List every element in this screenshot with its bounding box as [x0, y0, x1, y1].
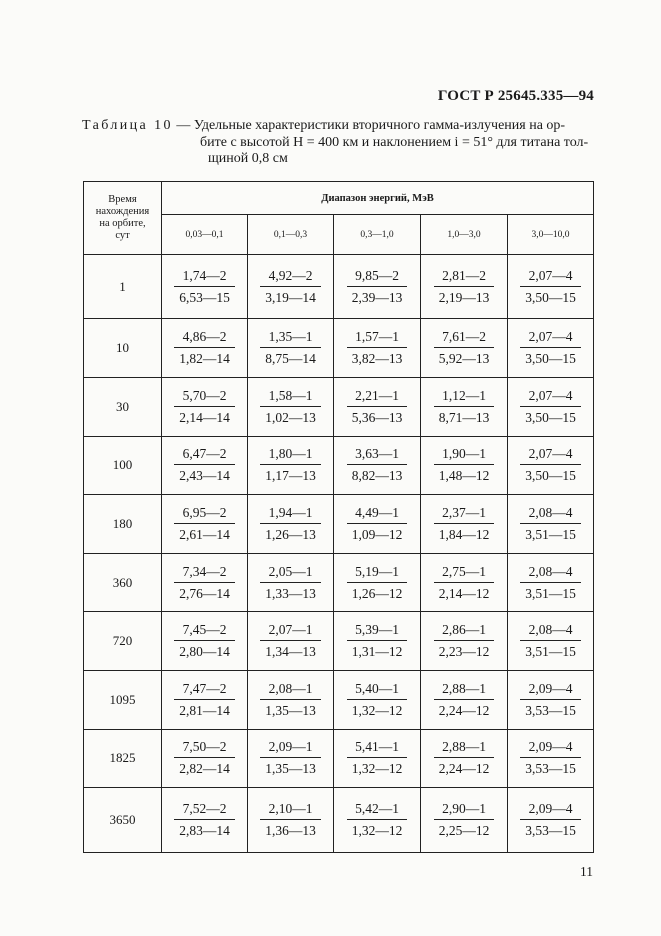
- time-column-header: [84, 182, 162, 255]
- fraction: [434, 328, 495, 367]
- numerator: 1,57—1: [347, 328, 408, 348]
- fraction: [347, 445, 408, 484]
- fraction: [260, 328, 321, 367]
- numerator: 5,70—2: [174, 387, 235, 407]
- fraction: [434, 445, 495, 484]
- table-row: [84, 729, 594, 788]
- denominator: 2,81—14: [179, 702, 230, 718]
- data-table: [83, 181, 594, 853]
- corner-line: на орбите,: [99, 217, 146, 229]
- value-cell: [248, 612, 334, 671]
- denominator: 1,02—13: [265, 409, 316, 425]
- energy-range-header: Диапазон энергий, МэВ: [162, 182, 594, 215]
- numerator: 5,42—1: [347, 800, 408, 820]
- orbit-time-cell: 1: [84, 254, 162, 319]
- value-cell: [248, 436, 334, 495]
- numerator: 1,80—1: [260, 445, 321, 465]
- corner-line: нахождения: [95, 205, 150, 217]
- denominator: 2,19—13: [438, 289, 490, 305]
- numerator: 2,10—1: [260, 800, 321, 820]
- fraction: [174, 800, 235, 839]
- numerator: 5,40—1: [347, 680, 408, 700]
- value-cell: [248, 319, 334, 378]
- numerator: 2,90—1: [434, 800, 495, 820]
- value-cell: [421, 495, 508, 554]
- value-cell: [508, 612, 594, 671]
- denominator: 1,33—13: [265, 585, 316, 601]
- numerator: 7,50—2: [174, 738, 235, 758]
- denominator: 3,19—14: [265, 289, 316, 305]
- fraction: [260, 800, 321, 839]
- table-header-row: [84, 182, 594, 215]
- value-cell: [162, 553, 248, 612]
- fraction: [260, 267, 321, 306]
- value-cell: [162, 436, 248, 495]
- value-cell: [334, 254, 421, 319]
- denominator: 8,82—13: [351, 468, 403, 484]
- value-cell: [162, 729, 248, 788]
- numerator: 9,85—2: [347, 267, 408, 287]
- orbit-time-cell: 180: [84, 495, 162, 554]
- fraction: [174, 680, 235, 719]
- numerator: 2,08—4: [520, 621, 581, 641]
- denominator: 1,32—12: [351, 823, 403, 839]
- table-row: [84, 378, 594, 437]
- numerator: 7,61—2: [434, 328, 495, 348]
- fraction: [174, 504, 235, 543]
- value-cell: [508, 495, 594, 554]
- table-row: [84, 553, 594, 612]
- table-row: [84, 254, 594, 319]
- value-cell: [334, 612, 421, 671]
- numerator: 2,05—1: [260, 563, 321, 583]
- denominator: 8,71—13: [438, 409, 490, 425]
- energy-subheader: 0,3—1,0: [334, 215, 421, 254]
- denominator: 2,25—12: [438, 823, 490, 839]
- energy-subheader: 1,0—3,0: [421, 215, 508, 254]
- value-cell: [248, 378, 334, 437]
- denominator: 8,75—14: [265, 351, 316, 367]
- numerator: 1,74—2: [174, 267, 235, 287]
- value-cell: [508, 378, 594, 437]
- value-cell: [334, 671, 421, 730]
- denominator: 5,92—13: [438, 351, 490, 367]
- numerator: 2,86—1: [434, 621, 495, 641]
- denominator: 2,61—14: [179, 527, 230, 543]
- caption-text-1: — Удельные характеристики вторичного гамма-излучения на ор-: [172, 118, 566, 133]
- denominator: 1,31—12: [351, 644, 403, 660]
- denominator: 2,80—14: [179, 644, 230, 660]
- numerator: 2,09—4: [520, 680, 581, 700]
- value-cell: [508, 254, 594, 319]
- denominator: 5,36—13: [351, 409, 403, 425]
- fraction: [520, 738, 581, 777]
- denominator: 1,26—12: [351, 585, 403, 601]
- fraction: [434, 504, 495, 543]
- orbit-time-cell: 720: [84, 612, 162, 671]
- value-cell: [162, 671, 248, 730]
- fraction: [347, 563, 408, 602]
- numerator: 3,63—1: [347, 445, 408, 465]
- orbit-time-cell: 1825: [84, 729, 162, 788]
- value-cell: [508, 788, 594, 853]
- orbit-time-cell: 100: [84, 436, 162, 495]
- fraction: [347, 267, 408, 306]
- denominator: 6,53—15: [179, 289, 230, 305]
- standard-number: ГОСТ Р 25645.335—94: [437, 88, 594, 104]
- value-cell: [162, 612, 248, 671]
- denominator: 1,17—13: [265, 468, 316, 484]
- fraction: [174, 563, 235, 602]
- numerator: 2,81—2: [434, 267, 495, 287]
- fraction: [434, 738, 495, 777]
- value-cell: [421, 788, 508, 853]
- fraction: [520, 800, 581, 839]
- orbit-time-cell: 3650: [84, 788, 162, 853]
- value-cell: [334, 378, 421, 437]
- energy-subheader: 3,0—10,0: [508, 215, 594, 254]
- denominator: 1,82—14: [179, 351, 230, 367]
- fraction: [434, 680, 495, 719]
- denominator: 2,76—14: [179, 585, 230, 601]
- numerator: 1,58—1: [260, 387, 321, 407]
- numerator: 2,07—1: [260, 621, 321, 641]
- numerator: 2,07—4: [520, 445, 581, 465]
- fraction: [260, 621, 321, 660]
- caption-line-2: бите с высотой H = 400 км и наклонением i = 51° для титана тол-: [200, 134, 589, 150]
- fraction: [520, 267, 581, 306]
- value-cell: [334, 436, 421, 495]
- page-number: 11: [580, 864, 593, 879]
- denominator: 2,83—14: [179, 823, 230, 839]
- fraction: [520, 328, 581, 367]
- numerator: 1,90—1: [434, 445, 495, 465]
- fraction: [520, 680, 581, 719]
- table-row: [84, 495, 594, 554]
- value-cell: [421, 729, 508, 788]
- value-cell: [334, 553, 421, 612]
- numerator: 2,21—1: [347, 387, 408, 407]
- denominator: 3,51—15: [525, 585, 576, 601]
- denominator: 3,53—15: [525, 823, 576, 839]
- denominator: 2,14—14: [179, 409, 230, 425]
- fraction: [260, 387, 321, 426]
- numerator: 7,52—2: [174, 800, 235, 820]
- fraction: [434, 387, 495, 426]
- fraction: [347, 621, 408, 660]
- denominator: 3,50—15: [525, 468, 576, 484]
- denominator: 1,35—13: [265, 702, 316, 718]
- value-cell: [508, 553, 594, 612]
- denominator: 3,50—15: [525, 289, 576, 305]
- orbit-time-cell: 360: [84, 553, 162, 612]
- numerator: 2,08—4: [520, 563, 581, 583]
- value-cell: [248, 254, 334, 319]
- value-cell: [248, 729, 334, 788]
- value-cell: [421, 553, 508, 612]
- numerator: 7,45—2: [174, 621, 235, 641]
- value-cell: [508, 319, 594, 378]
- table-row: [84, 319, 594, 378]
- value-cell: [421, 254, 508, 319]
- denominator: 2,39—13: [351, 289, 403, 305]
- fraction: [174, 621, 235, 660]
- fraction: [520, 621, 581, 660]
- value-cell: [248, 553, 334, 612]
- denominator: 3,53—15: [525, 702, 576, 718]
- table-caption: [82, 118, 594, 168]
- table-row: [84, 788, 594, 853]
- denominator: 1,26—13: [265, 527, 316, 543]
- denominator: 2,82—14: [179, 761, 230, 777]
- denominator: 1,32—12: [351, 702, 403, 718]
- numerator: 1,12—1: [434, 387, 495, 407]
- fraction: [174, 328, 235, 367]
- value-cell: [248, 788, 334, 853]
- denominator: 1,32—12: [351, 761, 403, 777]
- denominator: 1,36—13: [265, 823, 316, 839]
- caption-line-3: щиной 0,8 см: [208, 151, 288, 166]
- denominator: 3,82—13: [351, 351, 403, 367]
- denominator: 3,51—15: [525, 527, 576, 543]
- numerator: 5,41—1: [347, 738, 408, 758]
- value-cell: [334, 788, 421, 853]
- denominator: 1,34—13: [265, 644, 316, 660]
- numerator: 2,08—4: [520, 504, 581, 524]
- value-cell: [162, 319, 248, 378]
- numerator: 4,49—1: [347, 504, 408, 524]
- table-row: [84, 436, 594, 495]
- fraction: [347, 738, 408, 777]
- numerator: 2,09—4: [520, 800, 581, 820]
- energy-subheader: 0,03—0,1: [162, 215, 248, 254]
- fraction: [434, 800, 495, 839]
- denominator: 2,14—12: [438, 585, 490, 601]
- value-cell: [248, 671, 334, 730]
- numerator: 2,07—4: [520, 387, 581, 407]
- denominator: 1,84—12: [438, 527, 490, 543]
- value-cell: [334, 729, 421, 788]
- orbit-time-cell: 10: [84, 319, 162, 378]
- fraction: [260, 738, 321, 777]
- energy-subheader: 0,1—0,3: [248, 215, 334, 254]
- fraction: [434, 563, 495, 602]
- numerator: 2,88—1: [434, 680, 495, 700]
- numerator: 2,37—1: [434, 504, 495, 524]
- fraction: [174, 387, 235, 426]
- denominator: 1,35—13: [265, 761, 316, 777]
- fraction: [347, 680, 408, 719]
- denominator: 2,43—14: [179, 468, 230, 484]
- fraction: [347, 328, 408, 367]
- table-row: [84, 671, 594, 730]
- fraction: [520, 445, 581, 484]
- numerator: 2,07—4: [520, 267, 581, 287]
- orbit-time-cell: 30: [84, 378, 162, 437]
- value-cell: [162, 378, 248, 437]
- value-cell: [508, 729, 594, 788]
- numerator: 7,34—2: [174, 563, 235, 583]
- value-cell: [334, 495, 421, 554]
- numerator: 4,86—2: [174, 328, 235, 348]
- value-cell: [334, 319, 421, 378]
- denominator: 3,50—15: [525, 409, 576, 425]
- value-cell: [421, 436, 508, 495]
- denominator: 2,23—12: [438, 644, 490, 660]
- denominator: 1,09—12: [351, 527, 403, 543]
- numerator: 7,47—2: [174, 680, 235, 700]
- value-cell: [508, 671, 594, 730]
- denominator: 2,24—12: [438, 761, 490, 777]
- value-cell: [162, 495, 248, 554]
- fraction: [174, 267, 235, 306]
- fraction: [434, 621, 495, 660]
- fraction: [260, 680, 321, 719]
- fraction: [260, 504, 321, 543]
- fraction: [347, 800, 408, 839]
- value-cell: [421, 671, 508, 730]
- fraction: [347, 504, 408, 543]
- numerator: 2,09—4: [520, 738, 581, 758]
- fraction: [520, 504, 581, 543]
- fraction: [520, 387, 581, 426]
- orbit-time-cell: 1095: [84, 671, 162, 730]
- numerator: 2,07—4: [520, 328, 581, 348]
- denominator: 3,53—15: [525, 761, 576, 777]
- caption-label: Таблица 10: [82, 118, 173, 133]
- table-row: [84, 612, 594, 671]
- numerator: 2,75—1: [434, 563, 495, 583]
- denominator: 2,24—12: [438, 702, 490, 718]
- fraction: [260, 445, 321, 484]
- fraction: [174, 738, 235, 777]
- denominator: 3,51—15: [525, 644, 576, 660]
- value-cell: [162, 254, 248, 319]
- value-cell: [421, 378, 508, 437]
- fraction: [434, 267, 495, 306]
- value-cell: [421, 612, 508, 671]
- numerator: 1,35—1: [260, 328, 321, 348]
- value-cell: [248, 495, 334, 554]
- numerator: 6,47—2: [174, 445, 235, 465]
- caption-line-1: [82, 118, 594, 135]
- fraction: [347, 387, 408, 426]
- denominator: 3,50—15: [525, 351, 576, 367]
- corner-line: Время: [108, 193, 137, 205]
- numerator: 5,39—1: [347, 621, 408, 641]
- numerator: 2,09—1: [260, 738, 321, 758]
- numerator: 2,88—1: [434, 738, 495, 758]
- numerator: 6,95—2: [174, 504, 235, 524]
- fraction: [520, 563, 581, 602]
- numerator: 2,08—1: [260, 680, 321, 700]
- numerator: 4,92—2: [260, 267, 321, 287]
- corner-line: сут: [115, 229, 130, 241]
- value-cell: [508, 436, 594, 495]
- denominator: 1,48—12: [438, 468, 490, 484]
- value-cell: [162, 788, 248, 853]
- fraction: [174, 445, 235, 484]
- value-cell: [421, 319, 508, 378]
- numerator: 5,19—1: [347, 563, 408, 583]
- numerator: 1,94—1: [260, 504, 321, 524]
- fraction: [260, 563, 321, 602]
